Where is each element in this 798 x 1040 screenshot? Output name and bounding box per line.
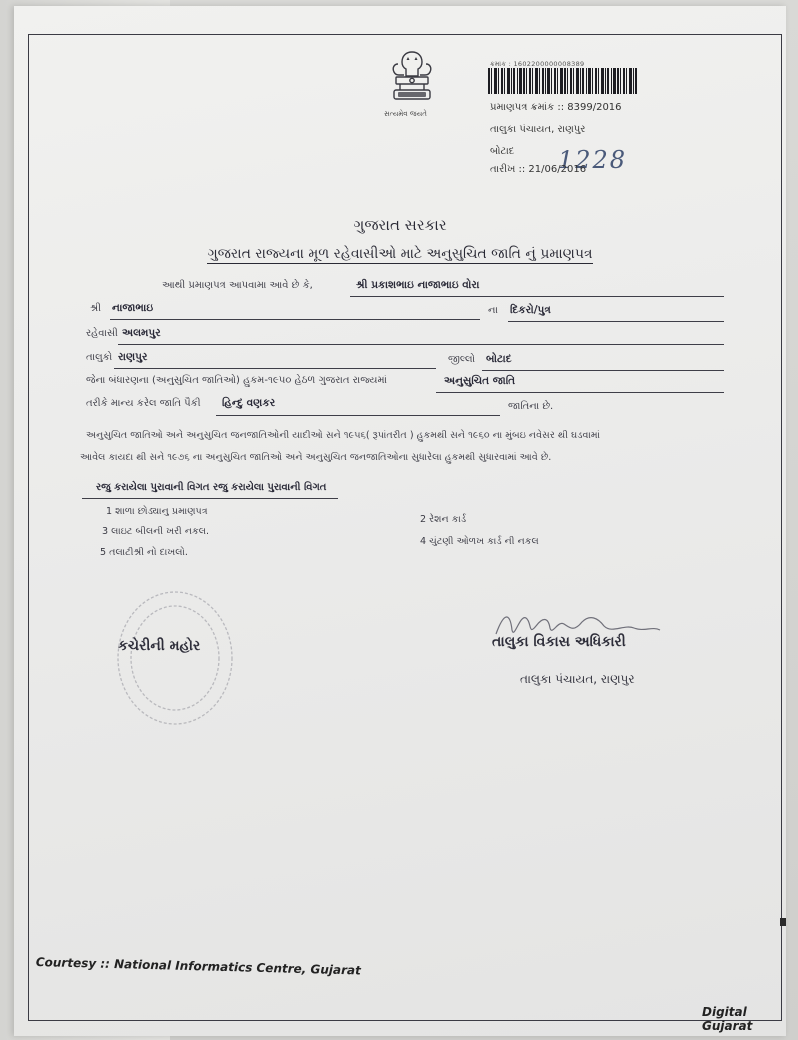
caste-value: હિન્દુ વણકર [222, 397, 276, 409]
document-item: 3 લાઇટ બીલની ખરી નકલ. [102, 526, 210, 537]
certificate-number: પ્રમાણપત્ર ક્રમાંક :: 8399/2016 [490, 102, 622, 113]
certificate-title [14, 246, 786, 262]
taluka-label: તાલુકો [86, 352, 113, 363]
relation-value: દિકરો/પુત્ર [510, 304, 551, 316]
documents-heading-underline [82, 498, 338, 499]
legal-paragraph-line-2: આવેલ કાયદા થી સને ૧૯૭૬ ના અનુસુચિત જાતિઓ અને અનુસુચિત જનજાતિઓના સુધારેલા હુકમથી સુધારવામાં આવે છે. [80, 452, 552, 463]
digital-gujarat-brand: Digital Gujarat [702, 1005, 753, 1033]
legal-paragraph-line-1: અનુસુચિત જાતિઓ અને અનુસુચિત જનજાતિઓની યાદીઓ સને ૧૯૫૬( રૂપાંતરીત ) હુકમથી સને ૧૯૬૦ ના મુંબઇ નવેસર થી ઘડવામાં [86, 430, 600, 441]
category-value: અનુસુચિત જાતિ [444, 375, 516, 387]
taluka-line [114, 368, 436, 369]
father-name: નાજાભાઇ [112, 302, 154, 314]
document-item: 2 રેશન કાર્ડ [420, 514, 467, 525]
place: બોટાદ [490, 146, 515, 157]
handwritten-number: 1228 [558, 146, 628, 174]
office-seal-label: કચેરીની મહોર [118, 638, 201, 654]
barcode-number: ક્રમાંક : 1602200000008389 [490, 60, 585, 68]
government-title: ગુજરાત સરકાર [353, 216, 447, 234]
document-item: 5 તલાટીશ્રી નો દાખલો. [100, 547, 188, 558]
courtesy-text: Courtesy :: National Informatics Centre, Gujarat [35, 955, 362, 978]
relation-line [508, 321, 724, 322]
district-label: જીલ્લો [448, 354, 476, 365]
emblem-motto: સત્યમેવ જયતે [384, 110, 427, 118]
certificate-title-text: ગુજરાત રાજ્યના મૂળ રહેવાસીઓ માટે અનુસુચિત જાતિ નું પ્રમાણપત્ર [207, 246, 593, 262]
intro-label: આથી પ્રમાણપત્ર આપવામા આવે છે કે, [162, 280, 313, 291]
documents-heading: રજુ કરાયેલા પુરાવાની વિગત રજુ કરાયેલા પુરાવાની વિગત [96, 482, 327, 493]
barcode-icon [488, 68, 638, 94]
applicant-name-line [350, 296, 724, 297]
document-item: 4 ચુંટણી ઓળખ કાર્ડ ની નકલ [420, 536, 539, 547]
father-name-line [110, 319, 480, 320]
corner-mark [780, 918, 786, 926]
issuing-office: તાલુકા પંચાયત, રાણપુર [490, 124, 586, 135]
resident-value: અલમપુર [122, 327, 161, 339]
father-prefix: શ્રી [90, 303, 102, 314]
recognised-label: તરીકે માન્ય કરેલ જાતિ પૈકી [86, 398, 201, 409]
officer-title: તાલુકા વિકાસ અધિકારી [492, 634, 626, 650]
district-line [482, 370, 724, 371]
taluka-value: રાણપુર [118, 351, 148, 363]
resident-line [118, 344, 724, 345]
officer-office: તાલુકા પંચાયત, રાણપુર [520, 672, 635, 686]
district-value: બોટાદ [486, 353, 512, 365]
certificate-document [14, 6, 786, 1036]
caste-line [216, 415, 500, 416]
national-emblem-icon [382, 46, 442, 110]
relation-prefix: ના [488, 305, 498, 316]
resident-label: રહેવાસી [86, 328, 118, 339]
category-line [436, 392, 724, 393]
applicant-name: શ્રી પ્રકાશભાઇ નાજાભાઇ વોરા [356, 279, 480, 291]
office-seal-stamp-icon [114, 588, 236, 728]
caste-suffix: જાતિના છે. [508, 401, 554, 412]
constitution-label: જેના બંધારણના (અનુસુચિત જાતિઓ) હુકમ-૧૯૫૦ હેઠળ ગુજરાત રાજ્યમાં [86, 375, 387, 386]
issue-date: તારીખ :: 21/06/2016 [490, 164, 587, 175]
document-item: 1 શાળા છોડ્યાનુ પ્રમાણપત્ર [106, 506, 208, 517]
